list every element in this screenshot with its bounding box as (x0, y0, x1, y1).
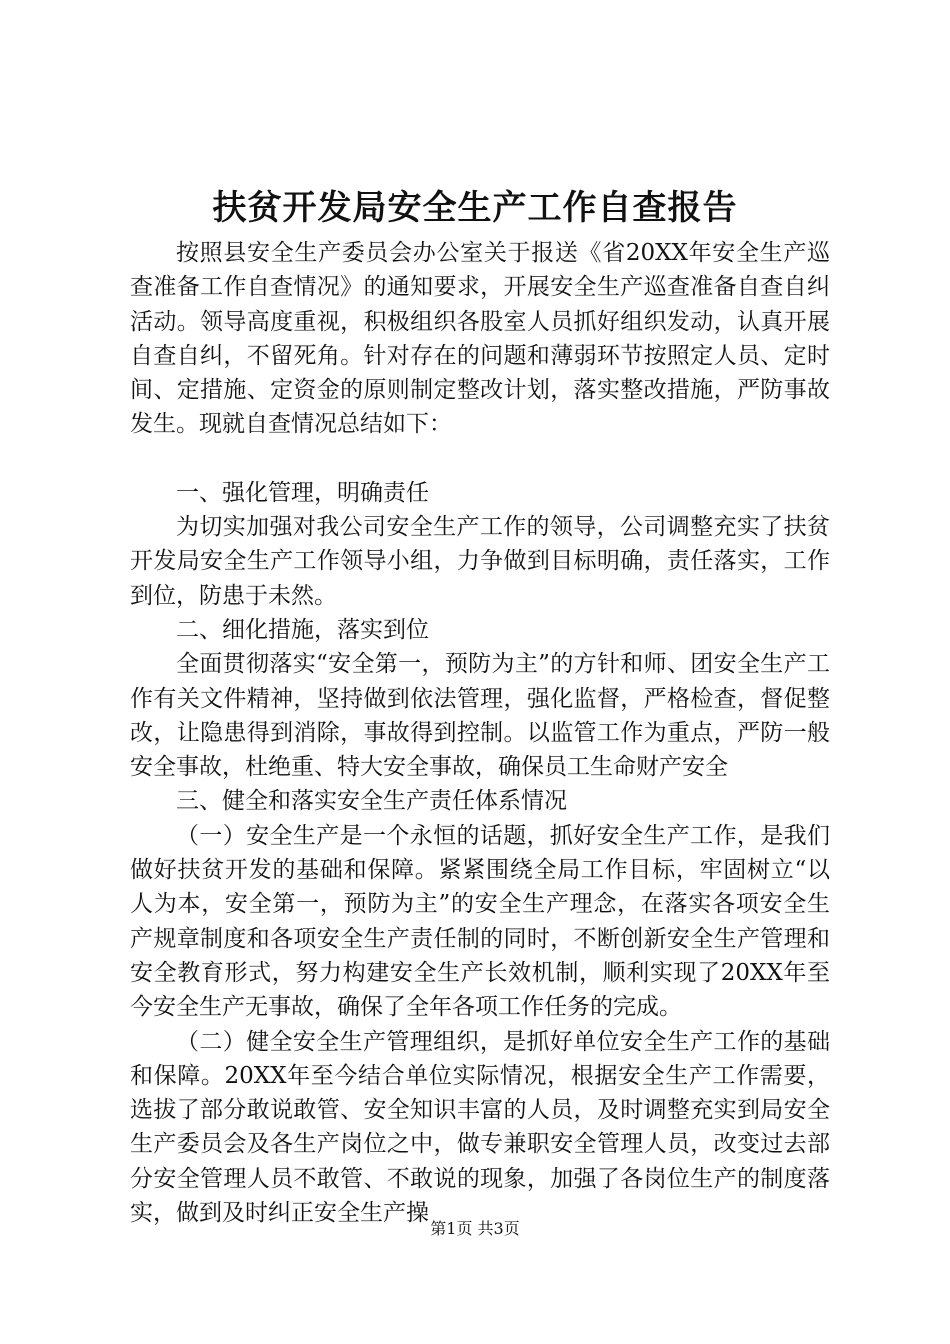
section-2-paragraph: 全面贯彻落实“安全第一，预防为主”的方针和师、团安全生产工作有关文件精神，坚持做到依法管理，强化监督，严格检查，督促整改，让隐患得到消除，事故得到控制。以监管工作为重点，严防一般安全事故，杜绝重、特大安全事故，确保员工生命财产安全 (130, 651, 830, 781)
document-body (130, 236, 830, 1230)
section-heading-1: 一、强化管理，明确责任 (176, 479, 429, 506)
intro-paragraph: 按照县安全生产委员会办公室关于报送《省20XX年安全生产巡查准备工作自查情况》的通知要求，开展安全生产巡查准备自查自纠活动。领导高度重视，积极组织各股室人员抓好组织发动，认真开展自查自纠，不留死角。针对存在的问题和薄弱环节按照定人员、定时间、定措施、定资金的原则制定整改计划，落实整改措施，严防事故发生。现就自查情况总结如下： (130, 240, 830, 438)
section-heading-2: 二、细化措施，落实到位 (176, 616, 429, 643)
section-heading-3: 三、健全和落实安全生产责任体系情况 (176, 788, 567, 815)
section-3-paragraph-2: （二）健全安全生产管理组织，是抓好单位安全生产工作的基础和保障。20XX年至今结合单位实际情况，根据安全生产工作需要，选拔了部分敢说敢管、安全知识丰富的人员，及时调整充实到局安全生产委员会及各生产岗位之中，做专兼职安全管理人员，改变过去部分安全管理人员不敢管、不敢说的现象，加强了各岗位生产的制度落实，做到及时纠正安全生产操 (130, 1028, 830, 1227)
section-3-paragraph-1: （一）安全生产是一个永恒的话题，抓好安全生产工作，是我们做好扶贫开发的基础和保障。紧紧围绕全局工作目标，牢固树立“以人为本，安全第一，预防为主”的安全生产理念，在落实各项安全生产规章制度和各项安全生产责任制的同时，不断创新安全生产管理和安全教育形式，努力构建安全生产长效机制，顺利实现了20XX年至今安全生产无事故，确保了全年各项工作任务的完成。 (130, 822, 830, 1021)
document-title: 扶贫开发局安全生产工作自查报告 (212, 188, 738, 228)
page-footer: 第1页 共3页 (430, 1219, 520, 1238)
section-1-paragraph: 为切实加强对我公司安全生产工作的领导，公司调整充实了扶贫开发局安全生产工作领导小组，力争做到目标明确，责任落实，工作到位，防患于未然。 (130, 514, 830, 609)
paragraph-spacer (130, 442, 830, 476)
